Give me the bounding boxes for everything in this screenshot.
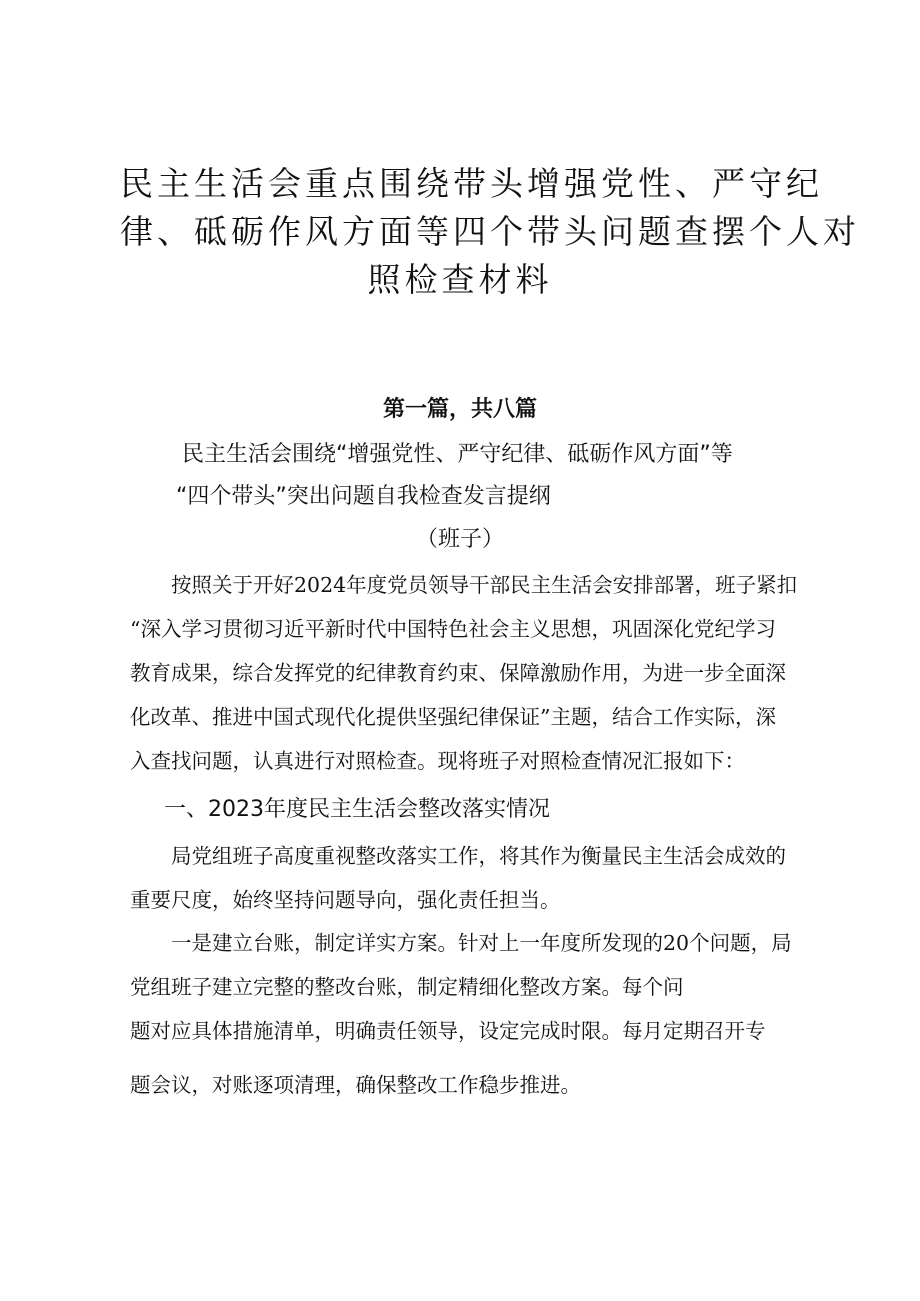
- paragraph-line: 按照关于开好2024年度党员领导干部民主生活会安排部署，班子紧扣: [171, 573, 798, 597]
- part-label: 第一篇，共八篇: [382, 397, 537, 422]
- title-line: 照检查材料: [367, 260, 553, 299]
- intro-paragraph: [130, 563, 810, 783]
- paragraph-line: 教育成果，综合发挥党的纪律教育约束、保障激励作用，为进一步全面深: [130, 661, 786, 685]
- section-paragraph: [130, 834, 810, 922]
- paragraph-line: 重要尺度，始终坚持问题导向，强化责任担当。: [130, 888, 561, 912]
- paragraph-line: “深入学习贯彻习近平新时代中国特色社会主义思想，巩固深化党纪学习: [130, 617, 776, 641]
- speech-title-line: （班子）: [415, 527, 504, 552]
- document-title: [120, 160, 860, 304]
- title-line: 律、砥砺作风方面等四个带头问题查摆个人对: [120, 212, 860, 251]
- paragraph-line: 党组班子建立完整的整改台账，制定精细化整改方案。每个问: [130, 975, 684, 999]
- speech-title-line: “四个带头”突出问题自我检查发言提纲: [176, 484, 551, 509]
- paragraph-line: 局党组班子高度重视整改落实工作，将其作为衡量民主生活会成效的: [171, 844, 786, 868]
- speech-title-line: 民主生活会围绕“增强党性、严守纪律、砥砺作风方面”等: [182, 442, 733, 467]
- paragraph-line: 一是建立台账，制定详实方案。针对上一年度所发现的20个问题，局: [171, 931, 792, 955]
- paragraph-line: 化改革、推进中国式现代化提供坚强纪律保证”主题，结合工作实际，深: [130, 705, 776, 729]
- paragraph-line: 题对应具体措施清单，明确责任领导，设定完成时限。每月定期召开专: [130, 1019, 766, 1043]
- paragraph-line: 题会议，对账逐项清理，确保整改工作稳步推进。: [130, 1073, 581, 1097]
- title-line: 民主生活会重点围绕带头增强党性、严守纪: [120, 164, 823, 203]
- section-heading: 一、2023年度民主生活会整改落实情况: [164, 797, 550, 822]
- paragraph-line: 入查找问题，认真进行对照检查。现将班子对照检查情况汇报如下：: [130, 749, 745, 773]
- point-paragraph: [130, 921, 810, 1107]
